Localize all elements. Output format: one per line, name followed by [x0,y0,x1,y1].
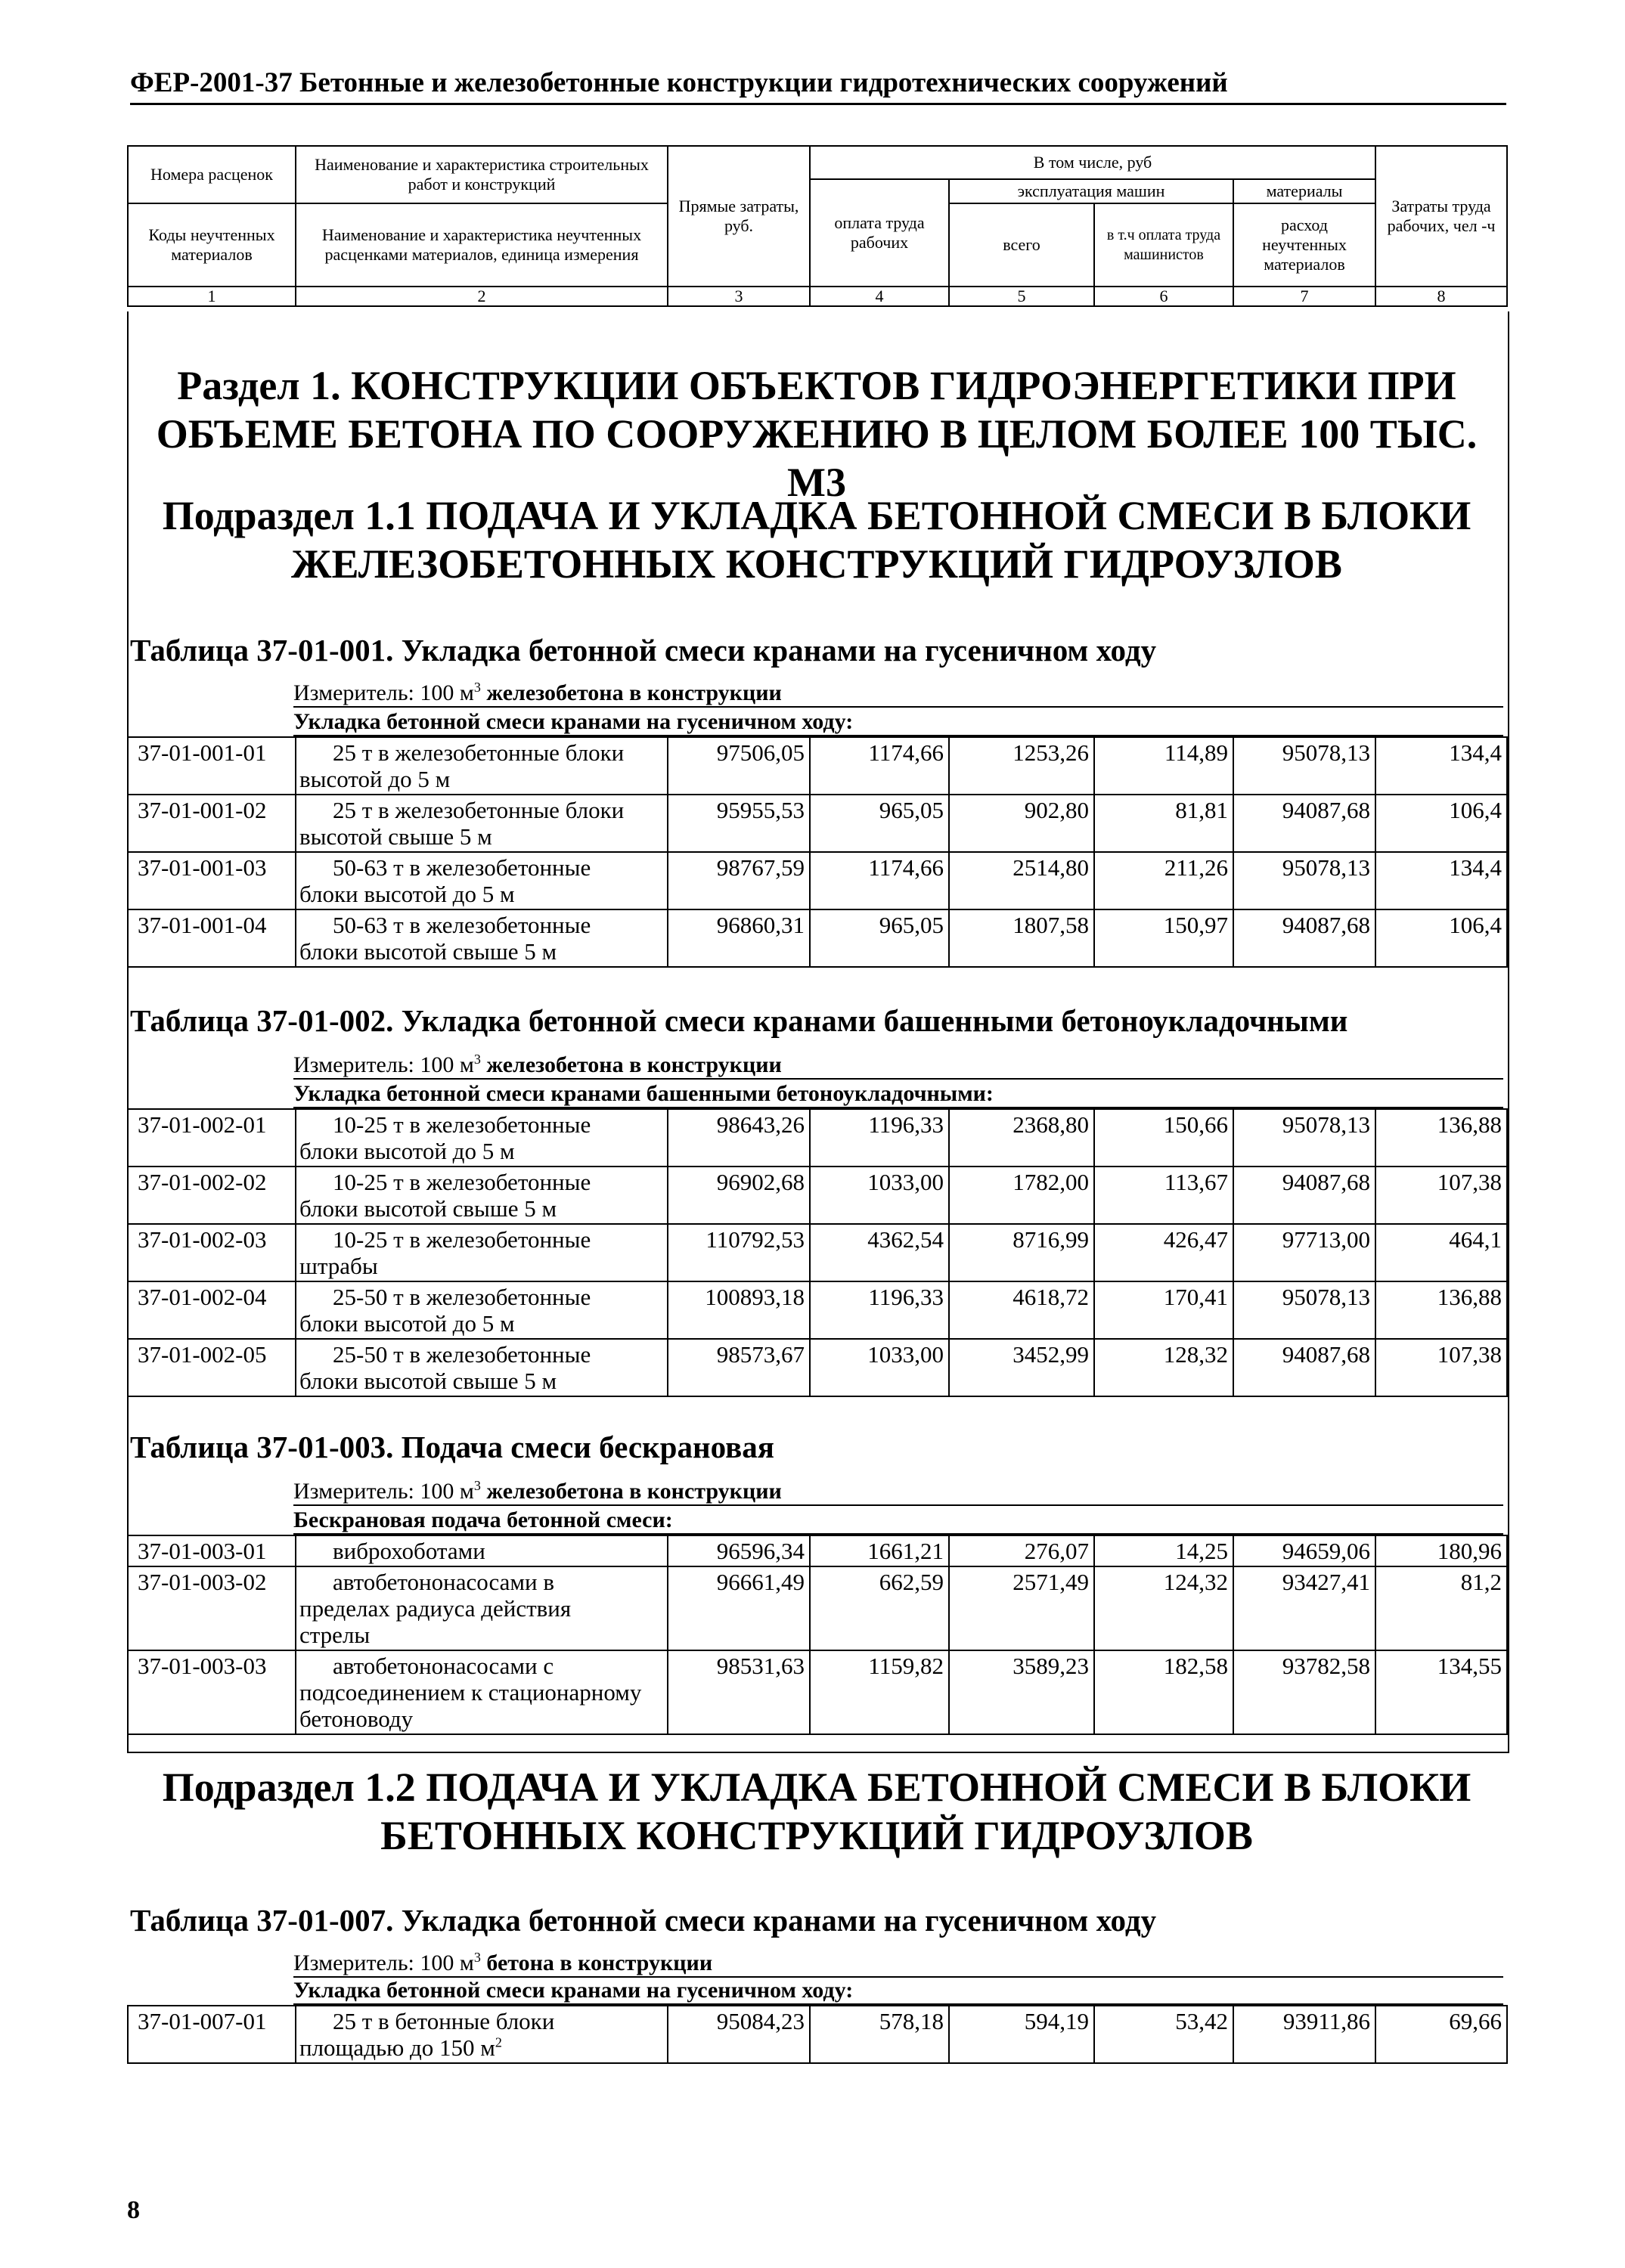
subsection-1-2-line-1: Подраздел 1.2 ПОДАЧА И УКЛАДКА БЕТОННОЙ СМЕСИ В БЛОКИ [162,1765,1471,1810]
machines-total: 3452,99 [949,1339,1094,1396]
work-name-line: блоки высотой свыше 5 м [299,938,557,965]
work-name-line: блоки высотой свыше 5 м [299,1368,557,1394]
rate-code: 37-01-002-04 [128,1281,296,1339]
operator-pay: 182,58 [1094,1650,1233,1734]
work-name-line: блоки высотой до 5 м [299,1310,515,1337]
labor-cost: 134,55 [1375,1650,1507,1734]
work-name [296,1281,668,1339]
work-name-line: высотой свыше 5 м [299,823,492,850]
worker-pay: 1033,00 [810,1167,949,1224]
header-col-num: 5 [949,287,1094,306]
materials-cost: 95078,13 [1233,1109,1375,1167]
header-material-codes: Коды неучтенных материалов [128,203,296,287]
measure-suffix: железобетона в конструкции [480,1052,782,1077]
worker-pay: 662,59 [810,1566,949,1650]
rate-code: 37-01-001-04 [128,909,296,967]
table-002-measure [293,1052,1503,1080]
direct-cost: 96902,68 [668,1167,810,1224]
worker-pay: 1174,66 [810,852,949,909]
table-001-measure [293,680,1503,708]
operator-pay: 81,81 [1094,795,1233,852]
operator-pay: 170,41 [1094,1281,1233,1339]
table-row [128,909,1507,967]
column-header-table [127,145,1508,307]
labor-cost: 180,96 [1375,1535,1507,1566]
work-name [296,1109,668,1167]
work-name [296,1535,668,1566]
work-name [296,795,668,852]
materials-cost: 94087,68 [1233,1339,1375,1396]
worker-pay: 1196,33 [810,1281,949,1339]
work-name-line: 10-25 т в железобетонные [333,1111,591,1138]
measure-suffix: железобетона в конструкции [480,680,782,705]
labor-cost: 81,2 [1375,1566,1507,1650]
work-name-line: автобетононасосами в [333,1569,554,1595]
machines-total: 594,19 [949,2006,1094,2063]
work-name-line: 25-50 т в железобетонные [333,1284,591,1310]
direct-cost: 98643,26 [668,1109,810,1167]
machines-total: 4618,72 [949,1281,1094,1339]
table-001-rows [127,736,1508,968]
work-name-line: блоки высотой до 5 м [299,1138,515,1164]
work-name [296,2006,668,2063]
rate-code: 37-01-007-01 [128,2006,296,2063]
table-003-group: Бескрановая подача бетонной смеси: [293,1507,1503,1535]
work-name [296,852,668,909]
work-name-line: 50-63 т в железобетонные [333,854,591,881]
work-name-line: 50-63 т в железобетонные [333,912,591,938]
measure-prefix: Измеритель: 100 м [293,680,474,705]
table-row [128,852,1507,909]
table-row [128,1650,1507,1734]
labor-cost: 136,88 [1375,1281,1507,1339]
header-material-name: Наименование и характеристика неучтенных расценками материалов, единица измерения [296,203,668,287]
table-row [128,1535,1507,1566]
table-row [128,1339,1507,1396]
section-1-line-1: Раздел 1. КОНСТРУКЦИИ ОБЪЕКТОВ ГИДРОЭНЕРГЕТИКИ ПРИ [177,363,1456,408]
materials-cost: 95078,13 [1233,1281,1375,1339]
rate-code: 37-01-002-02 [128,1167,296,1224]
rate-code: 37-01-001-02 [128,795,296,852]
page-number: 8 [127,2196,140,2224]
operator-pay: 211,26 [1094,852,1233,909]
materials-cost: 95078,13 [1233,737,1375,795]
header-direct-cost: Прямые затраты, руб. [668,146,810,287]
work-name [296,1167,668,1224]
rate-code: 37-01-002-05 [128,1339,296,1396]
labor-cost: 106,4 [1375,909,1507,967]
header-operator-pay: в т.ч оплата труда машинистов [1094,203,1233,287]
materials-cost: 93911,86 [1233,2006,1375,2063]
materials-cost: 93782,58 [1233,1650,1375,1734]
measure-prefix: Измеритель: 100 м [293,1479,474,1504]
header-col-num: 7 [1233,287,1375,306]
work-name [296,737,668,795]
table-row [128,1109,1507,1167]
table-row [128,1224,1507,1281]
direct-cost: 95955,53 [668,795,810,852]
work-name-line: бетоноводу [299,1706,414,1732]
work-name-line: пределах радиуса действия [299,1595,572,1622]
work-name-line: подсоединением к стационарному [299,1679,642,1706]
labor-cost: 106,4 [1375,795,1507,852]
machines-total: 902,80 [949,795,1094,852]
measure-sup: 3 [473,1478,481,1493]
rate-code: 37-01-001-01 [128,737,296,795]
labor-cost: 107,38 [1375,1167,1507,1224]
operator-pay: 14,25 [1094,1535,1233,1566]
rate-code: 37-01-003-03 [128,1650,296,1734]
machines-total: 2368,80 [949,1109,1094,1167]
rate-code: 37-01-002-01 [128,1109,296,1167]
operator-pay: 113,67 [1094,1167,1233,1224]
operator-pay: 53,42 [1094,2006,1233,2063]
direct-cost: 96661,49 [668,1566,810,1650]
work-name [296,1224,668,1281]
machines-total: 2571,49 [949,1566,1094,1650]
table-007-title: Таблица 37-01-007. Укладка бетонной смеси кранами на гусеничном ходу [130,1903,1157,1938]
measure-suffix: железобетона в конструкции [480,1479,782,1504]
work-name-line: блоки высотой до 5 м [299,881,515,907]
measure-sup: 3 [473,680,481,695]
worker-pay: 1174,66 [810,737,949,795]
direct-cost: 95084,23 [668,2006,810,2063]
worker-pay: 1159,82 [810,1650,949,1734]
labor-cost: 107,38 [1375,1339,1507,1396]
operator-pay: 426,47 [1094,1224,1233,1281]
header-labor-cost: Затраты труда рабочих, чел -ч [1375,146,1507,287]
direct-cost: 98573,67 [668,1339,810,1396]
measure-prefix: Измеритель: 100 м [293,1950,474,1975]
document-title: ФЕР-2001-37 Бетонные и железобетонные конструкции гидротехнических сооружений [130,67,1506,105]
rate-code: 37-01-002-03 [128,1224,296,1281]
header-worker-pay: оплата труда рабочих [810,179,949,287]
table-007-rows [127,2005,1508,2064]
section-1-heading [130,361,1503,507]
operator-pay: 124,32 [1094,1566,1233,1650]
table-007-group: Укладка бетонной смеси кранами на гусеничном ходу: [293,1978,1503,2005]
work-name-line: высотой до 5 м [299,766,451,792]
materials-cost: 97713,00 [1233,1224,1375,1281]
table-row [128,795,1507,852]
work-name-line [299,2034,662,2061]
table-row [128,1281,1507,1339]
work-name-line: виброхоботами [333,1538,485,1564]
header-materials: материалы [1233,179,1375,203]
machines-total: 276,07 [949,1535,1094,1566]
work-name [296,1566,668,1650]
direct-cost: 100893,18 [668,1281,810,1339]
table-003-title: Таблица 37-01-003. Подача смеси бескрановая [130,1430,774,1464]
work-name-line: 10-25 т в железобетонные [333,1169,591,1195]
materials-cost: 94659,06 [1233,1535,1375,1566]
table-002-group: Укладка бетонной смеси кранами башенными бетоноукладочными: [293,1081,1503,1108]
header-col-num: 1 [128,287,296,306]
machines-total: 8716,99 [949,1224,1094,1281]
measure-sup: 3 [473,1950,481,1965]
work-name-line: блоки высотой свыше 5 м [299,1195,557,1222]
operator-pay: 128,32 [1094,1339,1233,1396]
table-001-group: Укладка бетонной смеси кранами на гусеничном ходу: [293,709,1503,736]
table-003-rows [127,1535,1508,1735]
machines-total: 1807,58 [949,909,1094,967]
work-name [296,1650,668,1734]
direct-cost: 98767,59 [668,852,810,909]
header-work-name: Наименование и характеристика строительных работ и конструкций [296,146,668,203]
labor-cost: 134,4 [1375,852,1507,909]
work-name-text: площадью до 150 м [299,2034,495,2061]
header-including: В том числе, руб [810,146,1375,179]
table-002-rows [127,1108,1508,1397]
worker-pay: 1196,33 [810,1109,949,1167]
work-name-line: 25 т в железобетонные блоки [333,797,625,823]
operator-pay: 150,97 [1094,909,1233,967]
work-name-line: 25 т в бетонные блоки [333,2008,555,2034]
subsection-1-1-line-1: Подраздел 1.1 ПОДАЧА И УКЛАДКА БЕТОННОЙ СМЕСИ В БЛОКИ [162,493,1471,538]
measure-prefix: Измеритель: 100 м [293,1052,474,1077]
materials-cost: 94087,68 [1233,909,1375,967]
header-col-num: 4 [810,287,949,306]
work-name-line: автобетононасосами с [333,1653,554,1679]
measure-sup: 3 [473,1052,481,1067]
work-name [296,1339,668,1396]
worker-pay: 965,05 [810,909,949,967]
rate-code: 37-01-003-02 [128,1566,296,1650]
direct-cost: 97506,05 [668,737,810,795]
table-row [128,1167,1507,1224]
header-machines-total: всего [949,203,1094,287]
table-row [128,737,1507,795]
work-name-line: 10-25 т в железобетонные [333,1226,591,1253]
labor-cost: 134,4 [1375,737,1507,795]
direct-cost: 96596,34 [668,1535,810,1566]
work-name-line: 25 т в железобетонные блоки [333,739,625,766]
work-name-line: штрабы [299,1253,378,1279]
worker-pay: 1661,21 [810,1535,949,1566]
direct-cost: 98531,63 [668,1650,810,1734]
section-1-line-2: ОБЪЕМЕ БЕТОНА ПО СООРУЖЕНИЮ В ЦЕЛОМ БОЛЕЕ 100 ТЫС. М3 [156,411,1478,505]
worker-pay: 578,18 [810,2006,949,2063]
operator-pay: 114,89 [1094,737,1233,795]
materials-cost: 93427,41 [1233,1566,1375,1650]
machines-total: 1782,00 [949,1167,1094,1224]
header-col-num: 3 [668,287,810,306]
worker-pay: 1033,00 [810,1339,949,1396]
labor-cost: 69,66 [1375,2006,1507,2063]
subsection-1-1-heading [130,491,1503,588]
direct-cost: 96860,31 [668,909,810,967]
rate-code: 37-01-003-01 [128,1535,296,1566]
machines-total: 1253,26 [949,737,1094,795]
header-col-num: 2 [296,287,668,306]
work-name-sup: 2 [495,2034,502,2050]
table-003-measure [293,1479,1503,1506]
table-002-title: Таблица 37-01-002. Укладка бетонной смеси кранами башенными бетоноукладочными [130,1003,1348,1038]
materials-cost: 94087,68 [1233,795,1375,852]
table-007-measure [293,1950,1503,1978]
worker-pay: 965,05 [810,795,949,852]
materials-cost: 94087,68 [1233,1167,1375,1224]
table-row [128,1566,1507,1650]
machines-total: 2514,80 [949,852,1094,909]
worker-pay: 4362,54 [810,1224,949,1281]
subsection-1-2-line-2: БЕТОННЫХ КОНСТРУКЦИЙ ГИДРОУЗЛОВ [380,1813,1253,1858]
work-name-line: 25-50 т в железобетонные [333,1341,591,1368]
table-001-title: Таблица 37-01-001. Укладка бетонной смеси кранами на гусеничном ходу [130,633,1157,668]
rate-code: 37-01-001-03 [128,852,296,909]
subsection-1-2-heading [130,1763,1503,1860]
header-col-num: 8 [1375,287,1507,306]
work-name [296,909,668,967]
subsection-1-1-line-2: ЖЕЛЕЗОБЕТОННЫХ КОНСТРУКЦИЙ ГИДРОУЗЛОВ [291,541,1342,587]
header-material-consumption: расход неучтенных материалов [1233,203,1375,287]
direct-cost: 110792,53 [668,1224,810,1281]
header-rate-number: Номера расценок [128,146,296,203]
measure-suffix: бетона в конструкции [480,1950,713,1975]
table-row [128,2006,1507,2063]
header-col-num: 6 [1094,287,1233,306]
machines-total: 3589,23 [949,1650,1094,1734]
labor-cost: 464,1 [1375,1224,1507,1281]
materials-cost: 95078,13 [1233,852,1375,909]
header-machines: эксплуатация машин [949,179,1233,203]
operator-pay: 150,66 [1094,1109,1233,1167]
work-name-line: стрелы [299,1622,371,1648]
labor-cost: 136,88 [1375,1109,1507,1167]
